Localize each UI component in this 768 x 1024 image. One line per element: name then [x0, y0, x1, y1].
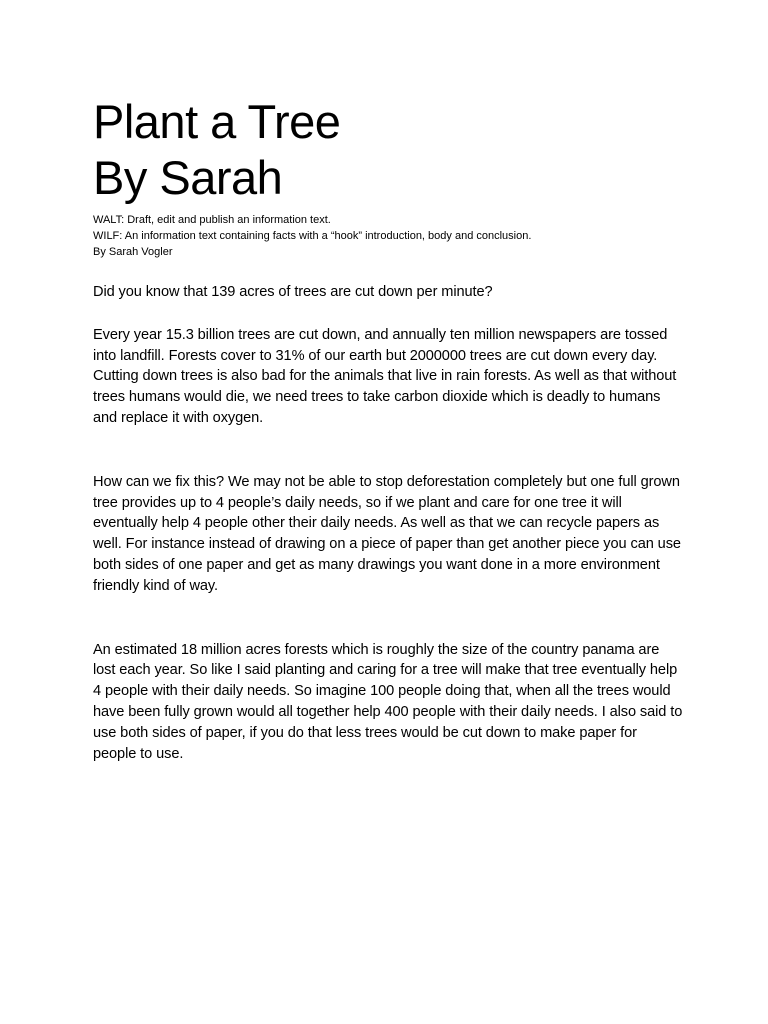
document-meta	[93, 212, 683, 260]
conclusion-paragraph: An estimated 18 million acres forests which is roughly the size of the country panama are lost each year. So like I said planting and caring for a tree will make that tree eventually help 4 people with their daily needs. So imagine 100 people doing that, when all the trees would have been fully grown would all together help 400 people with their daily needs. I also said to use both sides of paper, if you do that less trees would be cut down to make paper for people to use.	[93, 641, 683, 762]
byline: By Sarah Vogler	[93, 246, 173, 258]
wilf-line: WILF: An information text containing facts with a “hook” introduction, body and conclusion.	[93, 230, 532, 242]
hook-paragraph: Did you know that 139 acres of trees are cut down per minute?	[93, 284, 493, 300]
document-page	[93, 0, 683, 764]
document-author-heading: By Sarah	[93, 151, 283, 204]
walt-line: WALT: Draft, edit and publish an information text.	[93, 214, 331, 226]
body-paragraph-1: Every year 15.3 billion trees are cut down, and annually ten million newspapers are tossed into landfill. Forests cover to 31% of our earth but 2000000 trees are cut down every day. Cutting down trees is also bad for the animals that live in rain forests. As well as that without trees humans would die, we need trees to take carbon dioxide which is deadly to humans and replace it with oxygen.	[93, 326, 677, 426]
body-paragraph-2: How can we fix this? We may not be able to stop deforestation completely but one full grown tree provides up to 4 people’s daily needs, so if we plant and care for one tree it will eventually help 4 people other their daily needs. As well as that we can recycle papers as well. For instance instead of drawing on a piece of paper than get another piece you can use both sides of one paper and get as many drawings you want done in a more environment friendly kind of way.	[93, 473, 681, 594]
document-title: Plant a Tree	[93, 95, 341, 148]
